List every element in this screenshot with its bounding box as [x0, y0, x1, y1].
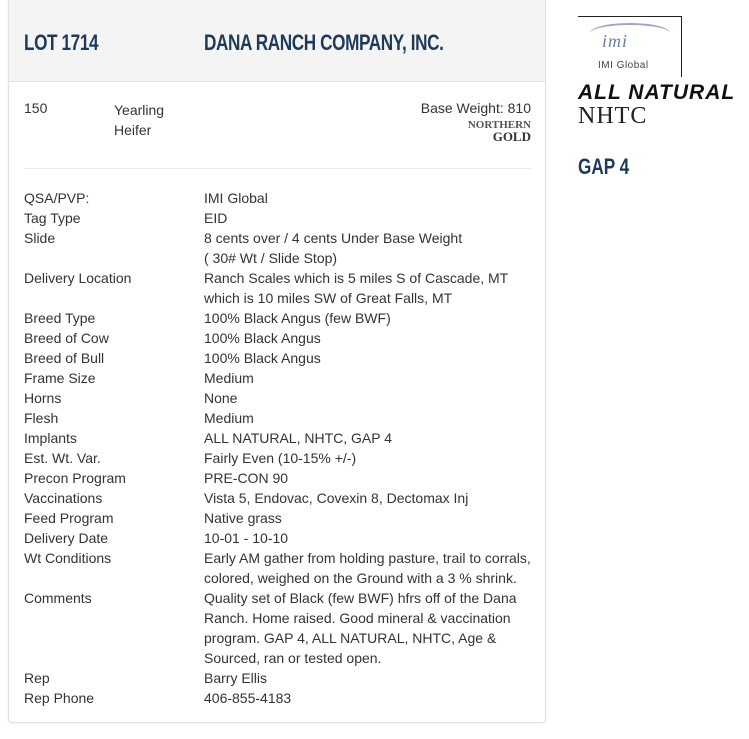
detail-value	[204, 508, 534, 528]
detail-value-line: Barry Ellis	[204, 670, 268, 686]
detail-value	[204, 208, 534, 228]
detail-value	[204, 228, 534, 268]
detail-value-line: ALL NATURAL, NHTC, GAP 4	[204, 430, 393, 446]
detail-value-line: Ranch. Home raised. Good mineral & vaccination	[204, 610, 511, 626]
detail-value	[204, 688, 534, 708]
ranch-name: DANA RANCH COMPANY, INC.	[204, 30, 444, 55]
detail-value-line: which is 10 miles SW of Great Falls, MT	[204, 290, 453, 306]
nhtc-label: NHTC	[578, 103, 648, 129]
detail-row	[24, 528, 534, 548]
detail-label: Comments	[24, 590, 92, 606]
detail-value-line: 10-01 - 10-10	[204, 530, 289, 546]
detail-value	[204, 368, 534, 388]
detail-label: Rep Phone	[24, 690, 95, 706]
detail-row	[24, 348, 534, 368]
detail-row	[24, 228, 534, 268]
detail-label: Horns	[24, 390, 62, 406]
detail-label: Implants	[24, 430, 77, 446]
detail-value-line: Ranch Scales which is 5 miles S of Cascade, MT	[204, 270, 509, 286]
detail-label: Slide	[24, 230, 56, 246]
detail-label: QSA/PVP:	[24, 190, 90, 206]
detail-label: Wt Conditions	[24, 550, 112, 566]
head-count: 150	[24, 100, 48, 116]
lot-card	[8, 0, 546, 723]
detail-value-line: Sourced, ran or tested open.	[204, 650, 382, 666]
detail-row	[24, 328, 534, 348]
detail-row	[24, 188, 534, 208]
detail-value-line: Native grass	[204, 510, 282, 526]
description-line: Yearling	[114, 102, 165, 118]
detail-row	[24, 668, 534, 688]
detail-value-line: None	[204, 390, 238, 406]
detail-value	[204, 548, 534, 588]
detail-label: Frame Size	[24, 370, 96, 386]
detail-label: Breed of Bull	[24, 350, 105, 366]
detail-label: Rep	[24, 670, 50, 686]
detail-value-line: 100% Black Angus (few BWF)	[204, 310, 391, 326]
detail-label: Breed of Cow	[24, 330, 109, 346]
detail-value-line: Medium	[204, 370, 254, 386]
detail-value	[204, 428, 534, 448]
detail-value	[204, 588, 534, 668]
detail-label: Tag Type	[24, 210, 81, 226]
detail-value	[204, 408, 534, 428]
detail-value	[204, 268, 534, 308]
detail-value-line: PRE-CON 90	[204, 470, 289, 486]
detail-row	[24, 448, 534, 468]
detail-value-line: colored, weighed on the Ground with a 3 % shrink.	[204, 570, 517, 586]
detail-value-line: Vista 5, Endovac, Covexin 8, Dectomax Inj	[204, 490, 469, 506]
detail-value-line: Early AM gather from holding pasture, trail to corrals,	[204, 550, 531, 566]
detail-label: Precon Program	[24, 470, 126, 486]
detail-value	[204, 448, 534, 468]
detail-value	[204, 488, 534, 508]
certification-panel	[578, 16, 738, 180]
detail-row	[24, 488, 534, 508]
detail-value-line: 406-855-4183	[204, 690, 292, 706]
detail-value-line: Fairly Even (10-15% +/-)	[204, 450, 357, 466]
detail-row	[24, 508, 534, 528]
detail-value	[204, 348, 534, 368]
detail-label: Breed Type	[24, 310, 96, 326]
lot-header	[9, 0, 545, 82]
imi-global-logo: imi IMI Global	[578, 16, 682, 77]
lot-details	[24, 188, 534, 708]
detail-label: Flesh	[24, 410, 59, 426]
detail-value-line: 100% Black Angus	[204, 350, 321, 366]
gap-label: GAP 4	[578, 154, 630, 179]
detail-label: Feed Program	[24, 510, 114, 526]
detail-value	[204, 188, 534, 208]
detail-value-line: Quality set of Black (few BWF) hfrs off of the Dana	[204, 590, 517, 606]
detail-row	[24, 308, 534, 328]
detail-label: Delivery Location	[24, 270, 132, 286]
detail-label: Vaccinations	[24, 490, 103, 506]
detail-row	[24, 468, 534, 488]
detail-row	[24, 268, 534, 308]
detail-value-line: 8 cents over / 4 cents Under Base Weight	[204, 230, 463, 246]
detail-value	[204, 388, 534, 408]
detail-row	[24, 208, 534, 228]
detail-row	[24, 428, 534, 448]
detail-value-line: program. GAP 4, ALL NATURAL, NHTC, Age &	[204, 630, 497, 646]
detail-label: Delivery Date	[24, 530, 109, 546]
detail-value-line: ( 30# Wt / Slide Stop)	[204, 250, 338, 266]
detail-value-line: EID	[204, 210, 228, 226]
detail-row	[24, 408, 534, 428]
cattle-description	[114, 100, 164, 140]
base-weight: Base Weight: 810	[420, 100, 531, 116]
detail-value	[204, 328, 534, 348]
detail-value-line: Medium	[204, 410, 254, 426]
detail-value-line: 100% Black Angus	[204, 330, 321, 346]
detail-row	[24, 388, 534, 408]
northern-gold-logo: NORTHERN GOLD	[467, 119, 531, 144]
detail-value	[204, 468, 534, 488]
detail-row	[24, 688, 534, 708]
detail-row	[24, 548, 534, 588]
detail-value	[204, 528, 534, 548]
all-natural-label: ALL NATURAL	[578, 81, 736, 104]
detail-value	[204, 668, 534, 688]
detail-value	[204, 308, 534, 328]
detail-value-line: IMI Global	[204, 190, 268, 206]
detail-row	[24, 588, 534, 668]
detail-row	[24, 368, 534, 388]
description-line: Heifer	[114, 122, 152, 138]
lot-number: LOT 1714	[24, 30, 99, 55]
lot-summary	[24, 82, 531, 169]
detail-label: Est. Wt. Var.	[24, 450, 101, 466]
